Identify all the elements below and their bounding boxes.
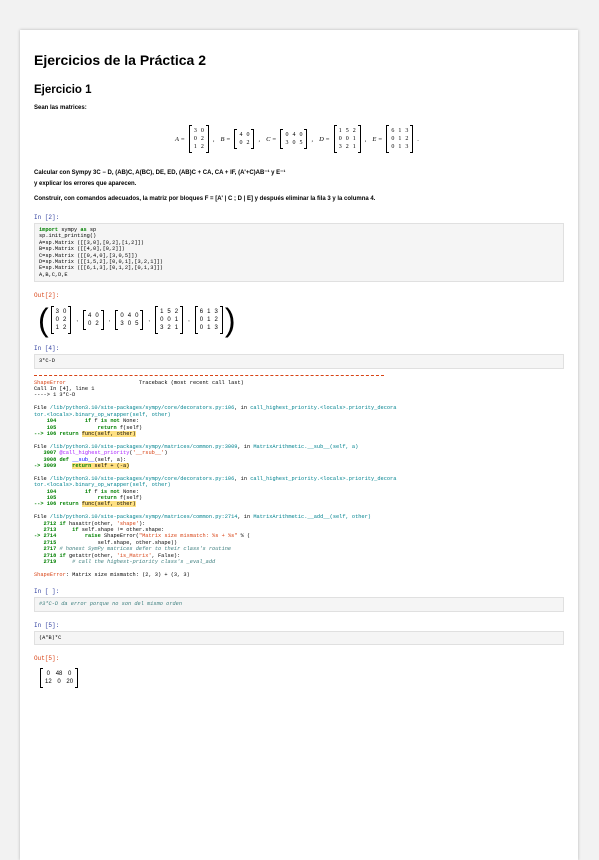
matrix-entry: 1: [338, 128, 342, 134]
traceback-arrow: ----> 1 3*C-D: [34, 392, 76, 399]
matrix-entry: 1: [160, 309, 164, 316]
bracket-right: [140, 310, 143, 330]
result5-matrix: [40, 668, 78, 688]
comma: ,: [108, 317, 111, 324]
matrix-entry: 1: [174, 317, 179, 324]
matrix-entry: 1: [352, 136, 356, 142]
matrix-entry: 2: [200, 136, 204, 142]
code-line: sp.init_printing(): [39, 233, 97, 240]
open-paren: (: [38, 302, 49, 339]
matrix-label-e: E =: [372, 135, 383, 143]
def-c-matrix: [280, 129, 307, 149]
matrix-entry: 0: [285, 132, 289, 138]
matrix-entry: 1: [193, 144, 197, 150]
matrix-entry: 0: [345, 136, 349, 142]
matrix-entry: 0: [246, 132, 250, 138]
out-e-matrix: [195, 306, 223, 334]
matrix-entry: 2: [63, 325, 67, 332]
task-text-1b: y explicar los errores que aparecen.: [34, 181, 137, 187]
code-cell-2[interactable]: [34, 223, 564, 282]
matrix-entry: 2: [246, 140, 250, 146]
matrix-entry: 0: [95, 313, 99, 320]
matrix-entry: 3: [214, 325, 218, 332]
matrix-entry: 4: [127, 313, 132, 320]
output-5: [38, 668, 564, 688]
matrix-entry: 0: [46, 671, 51, 678]
matrix-entry: 2: [167, 325, 171, 332]
matrix-entry: 20: [66, 679, 74, 686]
matrix-entry: 3: [405, 128, 409, 134]
matrix-entry: 1: [398, 144, 402, 150]
traceback-title: Traceback (most recent call last): [138, 379, 244, 386]
matrix-entry: 1: [352, 144, 356, 150]
code-line: A,B,C,D,E: [39, 271, 68, 278]
punctuation: ,: [212, 135, 215, 143]
matrix-entry: 3: [55, 309, 59, 316]
notebook-page: [20, 30, 578, 860]
section-title: Ejercicio 1: [34, 84, 92, 96]
matrix-entry: 2: [63, 317, 67, 324]
bracket-right: [101, 310, 104, 330]
matrix-entry: 6: [199, 309, 204, 316]
bracket-right: [206, 125, 209, 153]
matrix-entry: 0: [88, 321, 92, 328]
matrix-entry: 0: [199, 317, 204, 324]
matrix-entry: 48: [55, 671, 63, 678]
matrix-entry: 0: [391, 144, 395, 150]
matrix-entry: 0: [160, 317, 164, 324]
matrix-entry: 0: [299, 132, 303, 138]
matrix-label-d: D =: [319, 135, 330, 143]
code-line: B=sp.Matrix ([[4,0],[0,2]]): [39, 246, 125, 253]
matrix-entry: 0: [199, 325, 204, 332]
matrix-entry: 0: [55, 317, 59, 324]
matrix-entry: 4: [88, 313, 92, 320]
matrix-entry: 1: [207, 325, 211, 332]
matrix-entry: 0: [135, 313, 139, 320]
matrix-entry: 2: [214, 317, 218, 324]
error-message: Matrix size mismatch: (2, 3) + (3, 3): [72, 571, 190, 578]
cell-prompt-empty: In [ ]:: [34, 588, 60, 596]
matrix-entry: 1: [398, 136, 402, 142]
matrix-entry: 1: [174, 325, 179, 332]
punctuation: ,: [258, 135, 261, 143]
matrix-entry: 0: [127, 321, 132, 328]
bracket-right: [358, 125, 361, 153]
matrix-entry: 6: [391, 128, 395, 134]
bracket-right: [304, 129, 307, 149]
cell-prompt-in4: In [4]:: [34, 345, 60, 353]
matrix-label-b: B =: [220, 135, 231, 143]
bracket-right: [251, 129, 254, 149]
punctuation: .: [417, 135, 420, 143]
error-separator: [34, 375, 384, 376]
matrix-entry: 2: [345, 144, 349, 150]
cell-prompt-out5: Out[5]:: [34, 655, 60, 663]
bracket-right: [180, 306, 183, 334]
matrix-entry: 3: [338, 144, 342, 150]
error-type: ShapeError: [34, 379, 66, 386]
task-text-1: Calcular con Sympy 3C − D, (AB)C, A(BC), DE, ED, (AB)C + CA, CA + IF, (A'+C)AB⁻¹ y E⁻¹: [34, 170, 286, 176]
matrix-entry: 0: [120, 313, 124, 320]
out-d-matrix: [155, 306, 183, 334]
matrix-entry: 0: [68, 671, 72, 678]
def-d-matrix: [334, 125, 361, 153]
code-line: A=sp.Matrix ([[3,0],[0,2],[1,2]]): [39, 239, 144, 246]
code-line: import sympy as sp: [39, 227, 97, 233]
matrix-entry: 1: [207, 317, 211, 324]
cell-prompt-out2: Out[2]:: [34, 292, 60, 300]
close-paren: ): [224, 302, 236, 339]
code-cell-4[interactable]: 3*C-D: [34, 354, 564, 368]
comma: ,: [188, 317, 190, 324]
matrix-entry: 4: [292, 132, 296, 138]
matrix-entry: 12: [45, 679, 52, 686]
matrix-entry: 0: [239, 140, 243, 146]
matrix-entry: 0: [338, 136, 342, 142]
matrix-entry: 2: [95, 321, 99, 328]
code-cell-comment[interactable]: #3*C-D da error porque no son del mismo orden: [34, 597, 564, 611]
matrix-entry: 0: [292, 140, 296, 146]
matrix-definitions: [34, 125, 564, 153]
matrix-entry: 1: [55, 325, 59, 332]
matrix-entry: 3: [160, 325, 164, 332]
code-line: C=sp.Matrix ([[0,4,0],[3,0,5]]): [39, 252, 138, 259]
matrix-entry: 3: [214, 309, 218, 316]
out-b-matrix: [83, 310, 104, 330]
def-b-matrix: [234, 129, 254, 149]
comma: ,: [148, 317, 151, 324]
punctuation: ,: [311, 135, 314, 143]
matrix-entry: 5: [135, 321, 139, 328]
bracket-right: [410, 125, 413, 153]
punctuation: ,: [364, 135, 367, 143]
matrix-entry: 0: [63, 309, 67, 316]
out-a-matrix: [51, 306, 72, 334]
matrix-entry: 1: [398, 128, 402, 134]
matrix-entry: 2: [405, 136, 409, 142]
matrix-entry: 5: [299, 140, 303, 146]
out-c-matrix: [115, 310, 143, 330]
matrix-entry: 3: [285, 140, 289, 146]
matrix-entry: 2: [174, 309, 179, 316]
code-line: D=sp.Matrix ([[1,5,2],[0,0,1],[3,2,1]]): [39, 259, 163, 266]
matrix-entry: 4: [239, 132, 243, 138]
matrix-label-c: C =: [266, 135, 277, 143]
page-title: Ejercicios de la Práctica 2: [34, 52, 206, 68]
matrix-entry: 2: [200, 144, 204, 150]
code-cell-5[interactable]: (A*B)*C: [34, 631, 564, 645]
def-a-matrix: [189, 125, 209, 153]
matrix-entry: 3: [405, 144, 409, 150]
matrix-entry: 5: [167, 309, 171, 316]
matrix-label-a: A =: [174, 135, 185, 143]
traceback: ShapeError Traceback (most recent call last) Call In [4], line 1 ----> 1 3*C-D File /lib/python3.10/site-packages/sympy/core/decorators.py:106, in call_highest_priority.<locals>.priority_decora tor.<locals>.binary_op_wrapper(self, other) 104 if f is not None: 105 return f(self) --> 106 return func(self, other) File /lib/python3.10/site-packages/sympy/matrices/common.py:3009, in MatrixArithmetic.__sub__(self, a) 3007 @call_highest_priority('__rsub__') 3008 def __sub__(self, a): -> 3009 return self + (-a) File /lib/python3.10/site-packages/sympy/core/decorators.py:106, in call_highest_priority.<locals>.priority_decora tor.<locals>.binary_op_wrapper(self, other) 104 if f is not None: 105 return f(self) --> 106 return func(self, other) File /lib/python3.10/site-packages/sympy/matrices/common.py:2714, in MatrixArithmetic.__add__(self, other) 2712 if hasattr(other, 'shape'): 2713 if self.shape != other.shape: -> 2714 raise ShapeError("Matrix size mismatch: %s + %s" % ( 2715 self.shape, other.shape)) 2717 # honest SymPy matrices defer to their class's routine 2718 if getattr(other, 'is_Matrix', False): 2719 # call the highest-priority class's _eval_add ShapeError: Matrix size mismatch: (2, 3) + (3, 3): [34, 379, 397, 578]
matrix-entry: 0: [200, 128, 204, 134]
cell-prompt-in2: In [2]:: [34, 214, 60, 221]
task-text-2: Construir, con comandos adecuados, la matriz por bloques F = [A' | C ; D | E] y después eliminar la fila 3 y la columna 4.: [34, 196, 376, 202]
intro-text: Sean las matrices:: [34, 105, 87, 111]
matrix-entry: 0: [167, 317, 171, 324]
bracket-right: [220, 306, 223, 334]
matrix-entry: 2: [352, 128, 356, 134]
matrix-entry: 3: [120, 321, 124, 328]
error-type-final: ShapeError: [34, 571, 66, 578]
matrix-entry: 5: [345, 128, 349, 134]
output-matrices: [38, 302, 564, 339]
cell-prompt-in5: In [5]:: [34, 621, 60, 629]
comma: ,: [76, 317, 79, 324]
matrix-entry: 0: [193, 136, 197, 142]
bracket-right: [68, 306, 71, 334]
matrix-entry: 0: [57, 679, 61, 686]
def-e-matrix: [386, 125, 413, 153]
bracket-right: [75, 668, 78, 688]
traceback-call: Call In [4], line 1: [34, 386, 95, 393]
matrix-entry: 0: [391, 136, 395, 142]
code-line: E=sp.Matrix ([[6,1,3],[0,1,2],[0,1,3]]): [39, 265, 163, 272]
matrix-entry: 1: [207, 309, 211, 316]
matrix-entry: 3: [193, 128, 197, 134]
